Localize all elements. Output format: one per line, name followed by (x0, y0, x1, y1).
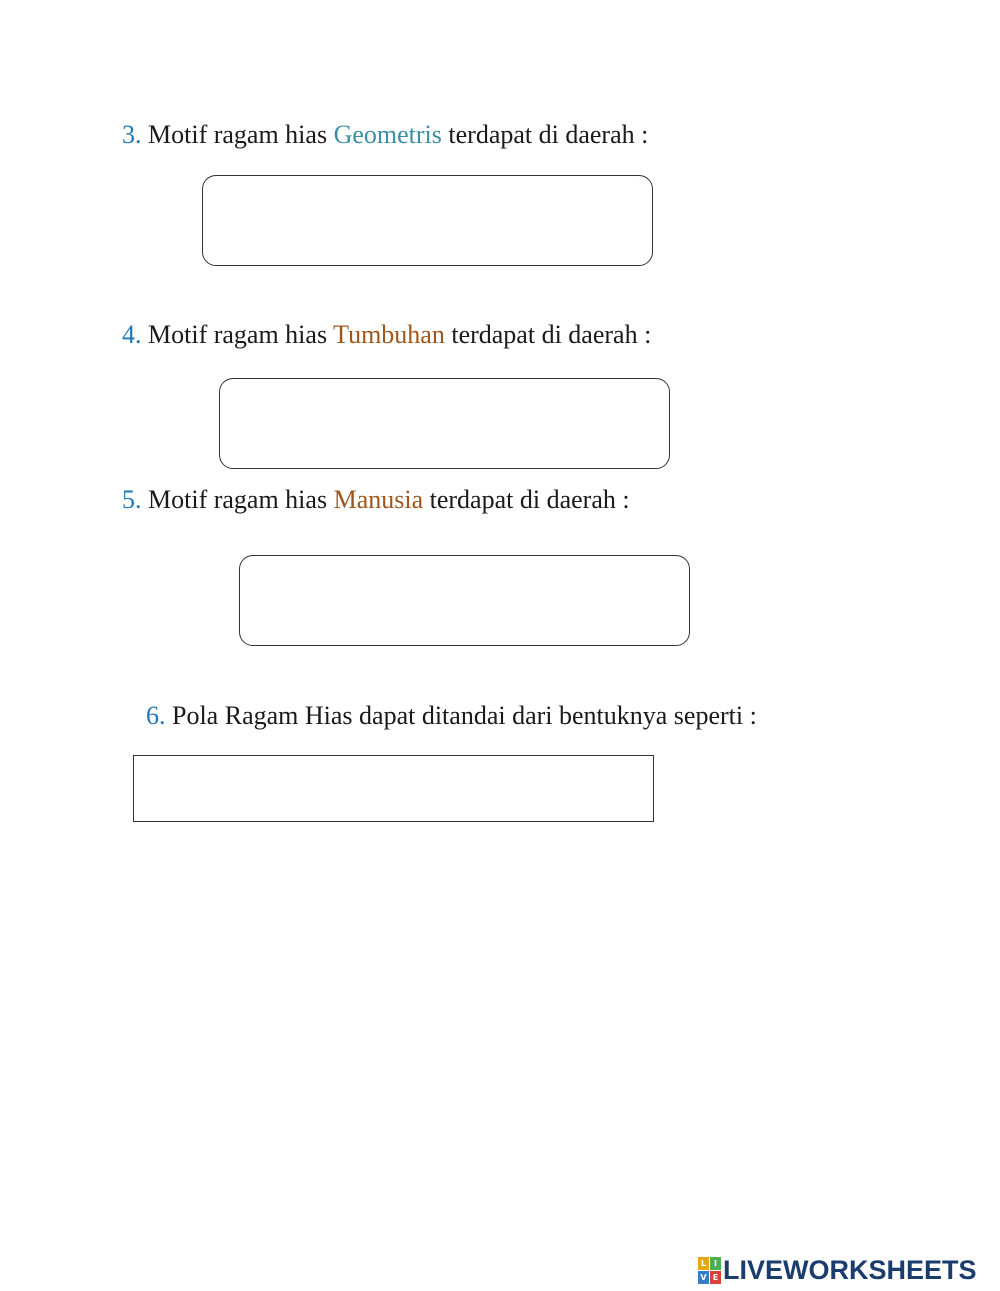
question-4 (122, 320, 651, 350)
question-text: Motif ragam hias (141, 120, 334, 149)
logo-letter: L (698, 1257, 709, 1270)
question-6 (146, 701, 757, 731)
question-5 (122, 485, 630, 515)
logo-mark-icon (698, 1257, 720, 1283)
logo-text: LIVEWORKSHEETS (723, 1254, 977, 1285)
question-keyword: Geometris (333, 120, 442, 149)
answer-box-3[interactable] (202, 175, 653, 266)
logo-letter: E (710, 1271, 721, 1284)
question-text-end: terdapat di daerah : (444, 320, 652, 349)
question-3 (122, 120, 648, 150)
question-text: Motif ragam hias (141, 320, 334, 349)
question-number: 6. (146, 701, 166, 730)
question-keyword: Tumbuhan (333, 320, 445, 349)
liveworksheets-logo (698, 1255, 977, 1285)
answer-box-5[interactable] (239, 555, 690, 646)
logo-letter: I (710, 1257, 721, 1270)
question-text-end: terdapat di daerah : (423, 485, 630, 514)
question-number: 3. (122, 120, 142, 149)
logo-letter: V (698, 1271, 709, 1284)
answer-box-6[interactable] (133, 755, 654, 822)
answer-box-4[interactable] (219, 378, 670, 469)
question-number: 5. (122, 485, 142, 514)
question-text-end: terdapat di daerah : (441, 120, 649, 149)
question-keyword: Manusia (333, 485, 424, 514)
question-text: Motif ragam hias (141, 485, 334, 514)
question-text: Pola Ragam Hias dapat ditandai dari bentuknya seperti : (165, 701, 757, 730)
question-number: 4. (122, 320, 142, 349)
